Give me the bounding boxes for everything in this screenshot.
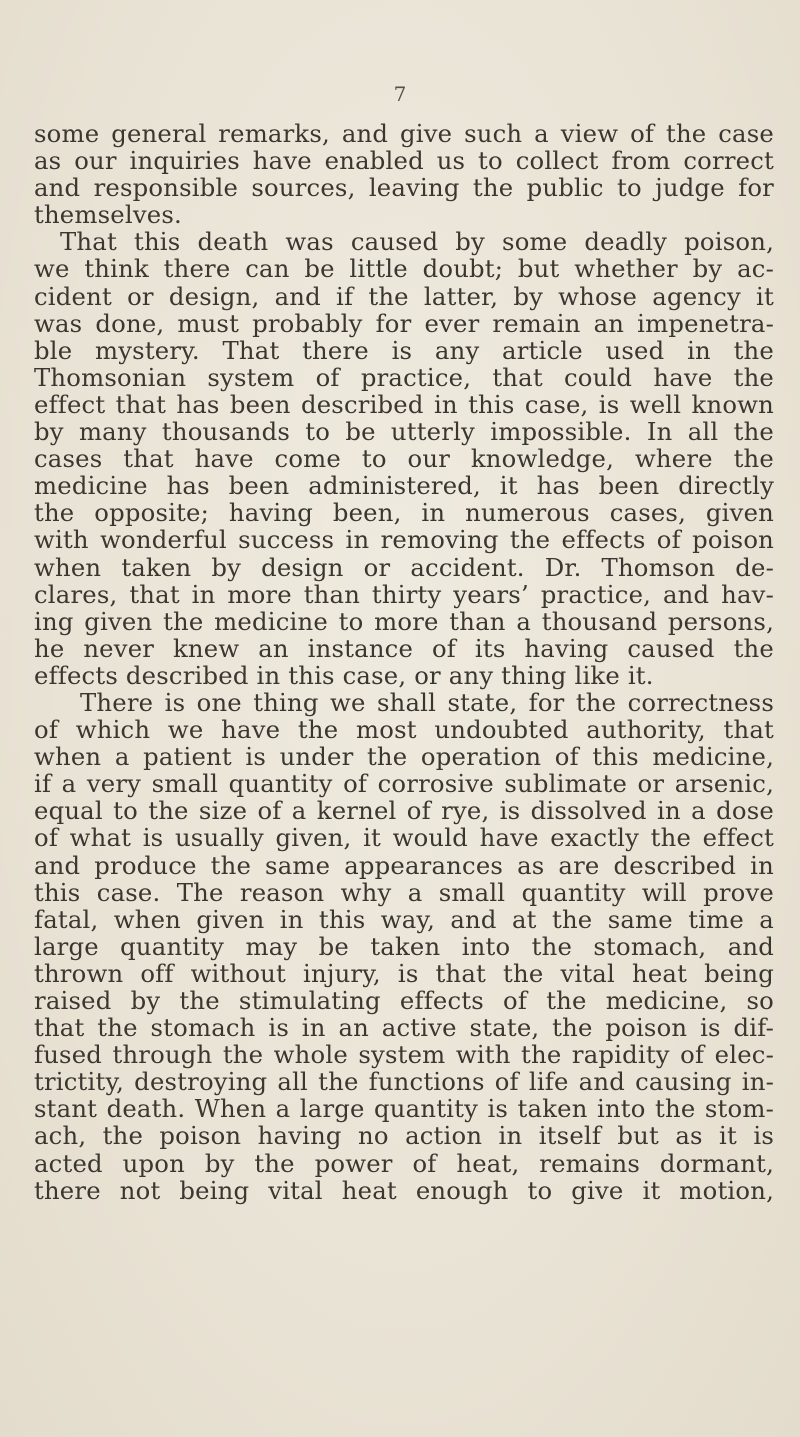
text-line: some general remarks, and give such a view of the case [34,119,774,148]
text-line: ach, the poison having no action in itself but as it is [34,1121,774,1151]
text-line: of which we have the most undoubted authority, that [34,715,774,745]
text-line: and produce the same appearances as are described in [34,850,774,880]
text-line: as our inquiries have enabled us to collect from correct [34,146,774,176]
text-line: ing given the medicine to more than a thousand persons, [34,606,774,636]
text-line: there not being vital heat enough to give it motion, [34,1175,774,1205]
text-line: Thomsonian system of practice, that could have the [34,362,774,392]
page-number: 7 [393,82,407,106]
text-line: fatal, when given in this way, and at the same time a [34,904,774,934]
text-line: if a very small quantity of corrosive sublimate or arsenic, [34,769,774,799]
text-line: was done, must probably for ever remain an impenetra- [34,308,774,338]
text-line: when taken by design or accident. Dr. Thomson de- [34,552,774,582]
text-line: by many thousands to be utterly impossible. In all the [34,417,774,447]
text-line: with wonderful success in removing the effects of poison [34,525,774,555]
text-line: large quantity may be taken into the stomach, and [34,931,774,961]
text-line: and responsible sources, leaving the public to judge for [34,173,774,203]
text-line: equal to the size of a kernel of rye, is dissolved in a dose [34,796,774,826]
text-line: effects described in this case, or any thing like it. [34,660,654,690]
text-line: the opposite; having been, in numerous cases, given [34,498,774,528]
body-text [34,120,774,1204]
text-line: effect that has been described in this case, is well known [34,389,774,419]
text-line: cases that have come to our knowledge, where the [34,444,774,474]
text-line: cident or design, and if the latter, by whose agency it [34,281,774,311]
text-line: he never knew an instance of its having caused the [34,633,774,663]
text-line: fused through the whole system with the rapidity of elec- [34,1040,774,1070]
text-line: That this death was caused by some deadly poison, [60,227,774,257]
text-line: acted upon by the power of heat, remains dormant, [34,1148,774,1178]
text-line: that the stomach is in an active state, the poison is dif- [34,1013,774,1043]
text-line: ble mystery. That there is any article used in the [34,335,774,365]
text-line: when a patient is under the operation of this medicine, [34,742,774,772]
text-line: stant death. When a large quantity is taken into the stom- [34,1094,774,1124]
text-line: trictity, destroying all the functions of life and causing in- [34,1067,774,1097]
text-line: medicine has been administered, it has been directly [34,471,774,501]
text-line: clares, that in more than thirty years’ practice, and hav- [34,579,774,609]
text-line: raised by the stimulating effects of the medicine, so [34,986,774,1015]
text-line: of what is usually given, it would have exactly the effect [34,823,774,853]
text-line: this case. The reason why a small quantity will prove [34,877,774,907]
text-line: we think there can be little doubt; but whether by ac- [34,254,774,284]
text-line: thrown off without injury, is that the vital heat being [34,958,774,988]
text-line: There is one thing we shall state, for the correctness [80,687,774,717]
text-line: themselves. [34,200,182,230]
